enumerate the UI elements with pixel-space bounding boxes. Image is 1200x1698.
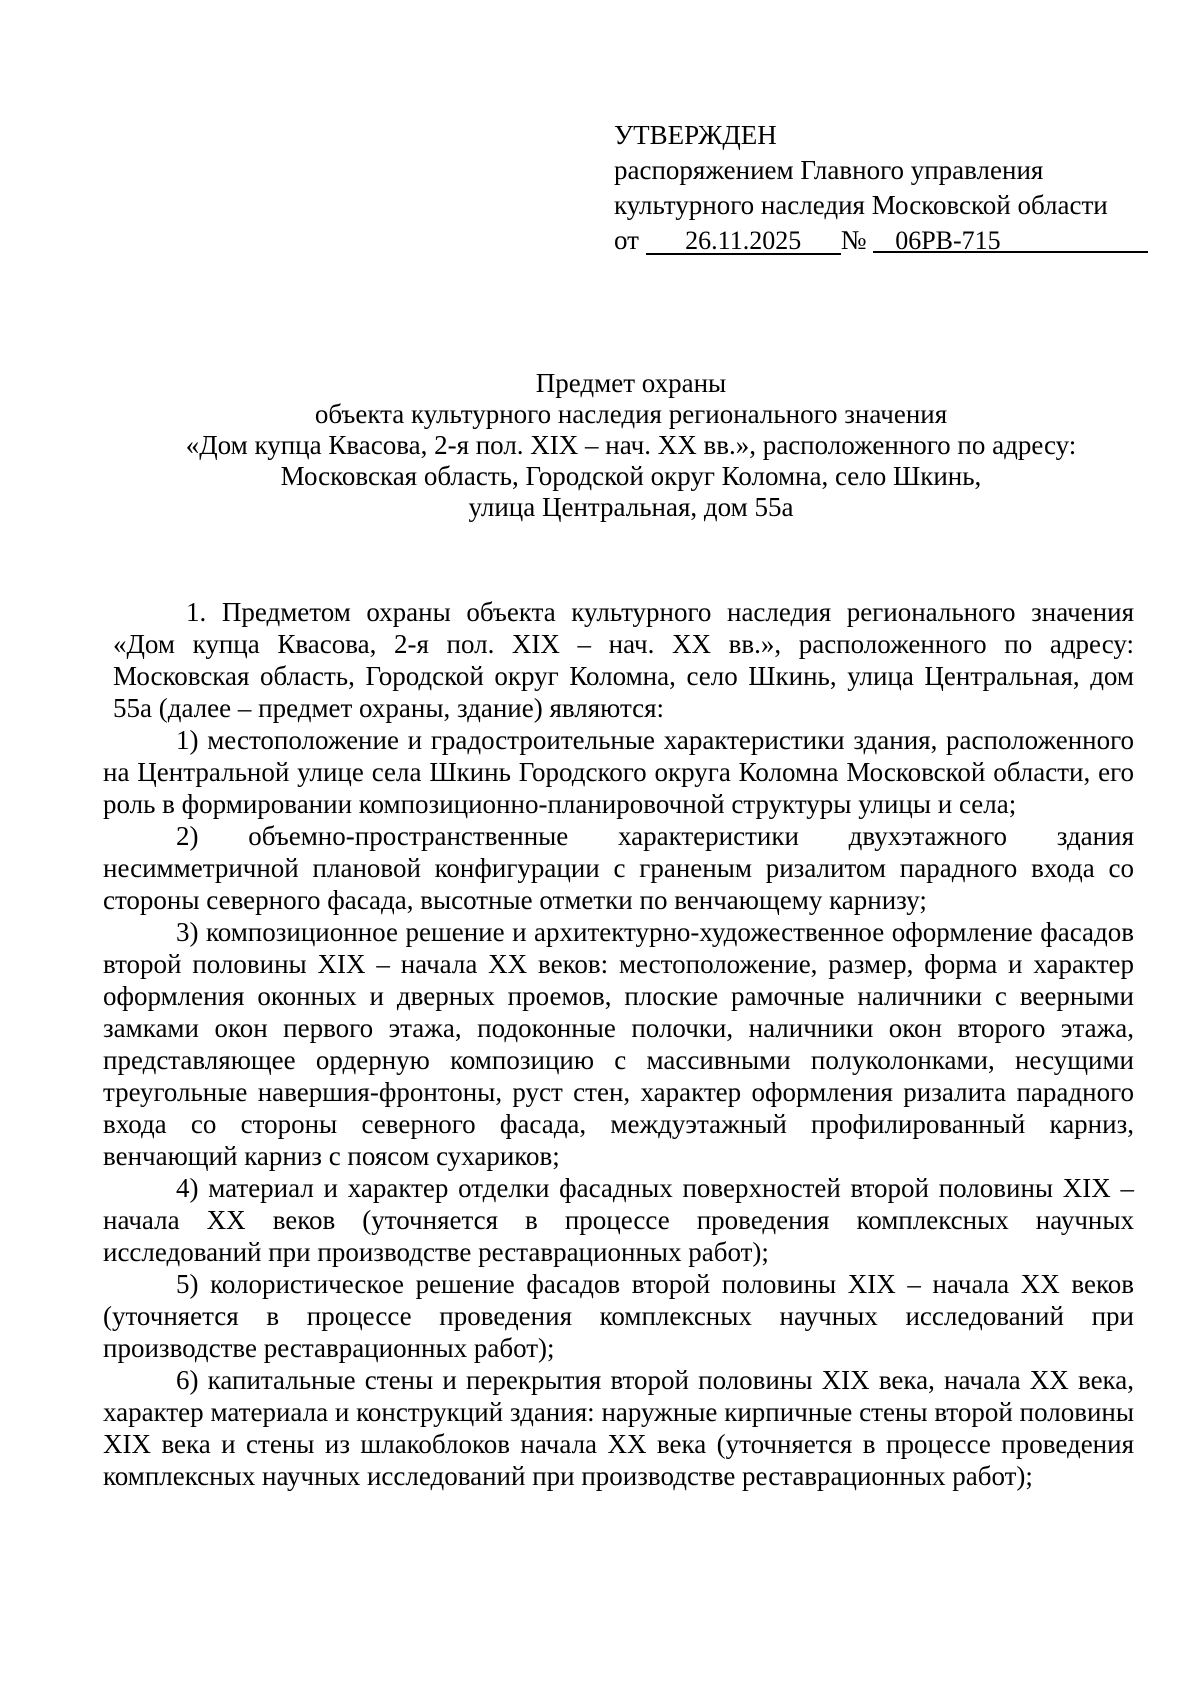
list-item-4: 4) материал и характер отделки фасадных поверхностей второй половины XIX – начала XX веков (уточняется в процессе проведения комплексных научных исследований при производстве реставрационных работ);: [103, 1173, 1134, 1267]
title-line-5: улица Центральная, дом 55а: [468, 492, 794, 522]
date-field: [646, 225, 841, 255]
approval-heading: УТВЕРЖДЕН: [614, 120, 777, 150]
approval-date: 26.11.2025: [685, 226, 802, 255]
list-item-2: 2) объемно-пространственные характеристики двухэтажного здания несимметричной плановой конфигурации с граненым ризалитом парадного входа со стороны северного фасада, высотные отметки по венчающему карнизу;: [103, 821, 1134, 915]
date-prefix: от: [614, 225, 639, 255]
title-line-4: Московская область, Городской округ Коломна, село Шкинь,: [280, 461, 982, 491]
approval-line-1: распоряжением Главного управления: [614, 155, 1044, 185]
approval-number: 06РВ-715: [895, 226, 1001, 255]
document-title: [0, 368, 1200, 523]
number-sign: №: [840, 225, 867, 255]
list-item-6: 6) капитальные стены и перекрытия второй половины XIX века, начала XX века, характер материала и конструкций здания: наружные кирпичные стены второй половины XIX века и стены из шлакоблоков начала XX века (уточняется в процессе проведения комплексных научных исследований при производстве реставрационных работ);: [103, 1365, 1134, 1491]
number-field: [873, 225, 1148, 253]
list-item-3: 3) композиционное решение и архитектурно-художественное оформление фасадов второй половины XIX – начала XX веков: местоположение, размер, форма и характер оформления оконных и дверных проемов, плоские рамочные наличники с веерными замками окон первого этажа, подоконные полочки, наличники окон второго этажа, представляющее ордерную композицию с массивными полуколонками, несущими треугольные навершия-фронтоны, руст стен, характер оформления ризалита парадного входа со стороны северного фасада, междуэтажный профилированный карниз, венчающий карниз с поясом сухариков;: [103, 917, 1134, 1171]
approval-line-2: культурного наследия Московской области: [614, 190, 1108, 220]
document-body: [103, 596, 1134, 1492]
title-line-3: «Дом купца Квасова, 2-я пол. XIX – нач. XX вв.», расположенного по адресу:: [185, 430, 1077, 460]
approval-date-line: [614, 223, 1154, 258]
approval-block: [614, 118, 1154, 258]
paragraph-1: 1. Предметом охраны объекта культурного наследия регионального значения «Дом купца Квасова, 2-я пол. XIX – нач. XX вв.», расположенного по адресу: Московская область, Городской округ Коломна, село Шкинь, улица Центральная, дом 55а (далее – предмет охраны, здание) являются:: [113, 597, 1134, 723]
list-item-1: 1) местоположение и градостроительные характеристики здания, расположенного на Центральной улице села Шкинь Городского округа Коломна Московской области, его роль в формировании композиционно-планировочной структуры улицы и села;: [103, 725, 1134, 819]
title-line-1: Предмет охраны: [535, 368, 727, 398]
title-line-2: объекта культурного наследия регионального значения: [314, 399, 948, 429]
list-item-5: 5) колористическое решение фасадов второй половины XIX – начала XX веков (уточняется в процессе проведения комплексных научных исследований при производстве реставрационных работ);: [103, 1269, 1134, 1363]
